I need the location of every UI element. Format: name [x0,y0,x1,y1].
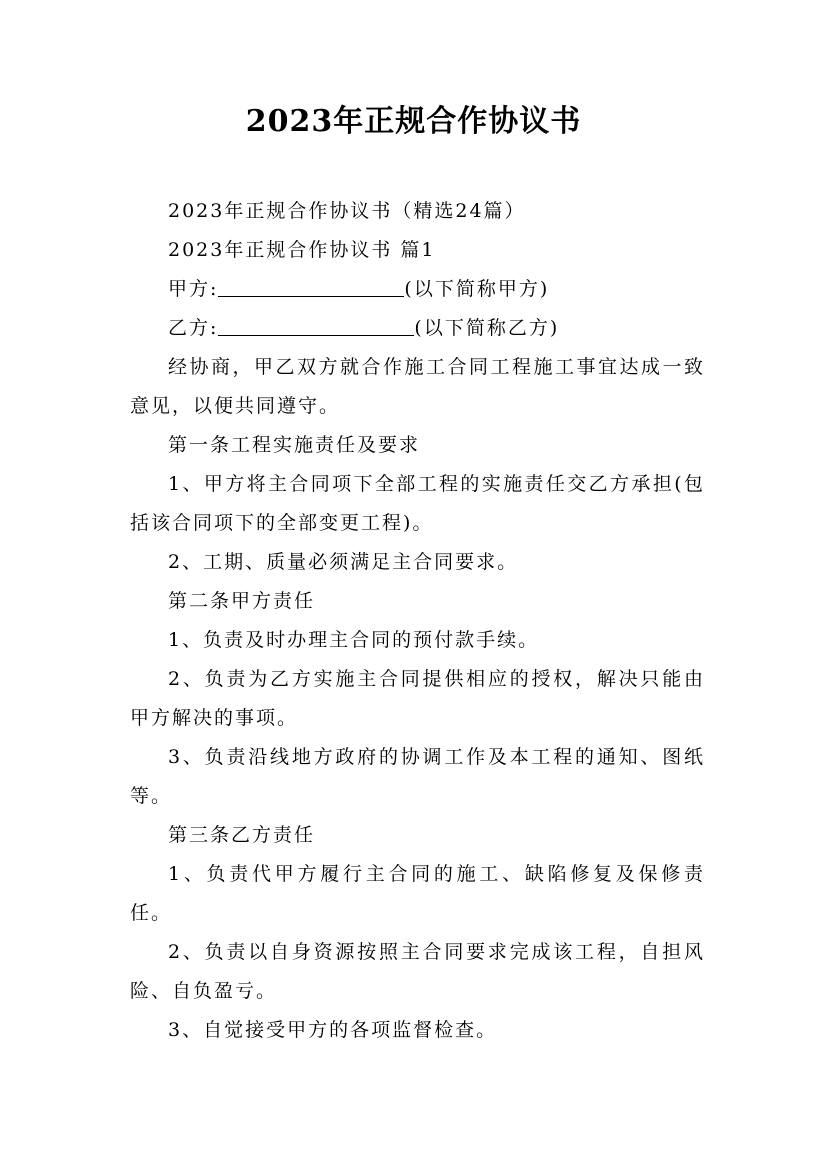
party-b-line [130,309,705,348]
article2-item3: 3、负责沿线地方政府的协调工作及本工程的通知、图纸等。 [130,746,705,807]
article2-item1: 1、负责及时办理主合同的预付款手续。 [168,629,540,651]
article3-item3: 3、自觉接受甲方的各项监督检查。 [168,1019,498,1041]
party-a-label: 甲方: [168,278,219,300]
document-body [130,192,705,1050]
article3-item2: 2、负责以自身资源按照主合同要求完成该工程，自担风险、自负盈亏。 [130,941,705,1002]
article1-item1: 1、甲方将主合同项下全部工程的实施责任交乙方承担(包括该合同项下的全部变更工程)。 [130,473,705,534]
article1-item2: 2、工期、质量必须满足主合同要求。 [168,551,519,573]
article2-heading: 第二条甲方责任 [168,590,316,612]
document-subtitle: 2023年正规合作协议书（精选24篇） [168,200,526,222]
article3-item1: 1、负责代甲方履行主合同的施工、缺陷修复及保修责任。 [130,863,705,924]
document-title: 2023年正规合作协议书 [245,104,582,139]
party-b-blank [218,313,414,336]
article1-heading: 第一条工程实施责任及要求 [168,434,421,456]
article3-heading: 第三条乙方责任 [168,824,316,846]
party-a-blank [218,274,404,297]
chapter-heading: 2023年正规合作协议书 篇1 [168,239,436,261]
party-a-line [130,270,705,309]
article2-item2: 2、负责为乙方实施主合同提供相应的授权，解决只能由甲方解决的事项。 [130,668,705,729]
party-a-suffix: (以下简称甲方) [404,278,550,300]
intro-paragraph: 经协商，甲乙双方就合作施工合同工程施工事宜达成一致意见，以便共同遵守。 [130,356,705,417]
party-b-suffix: (以下简称乙方) [414,317,560,339]
party-b-label: 乙方: [168,317,219,339]
